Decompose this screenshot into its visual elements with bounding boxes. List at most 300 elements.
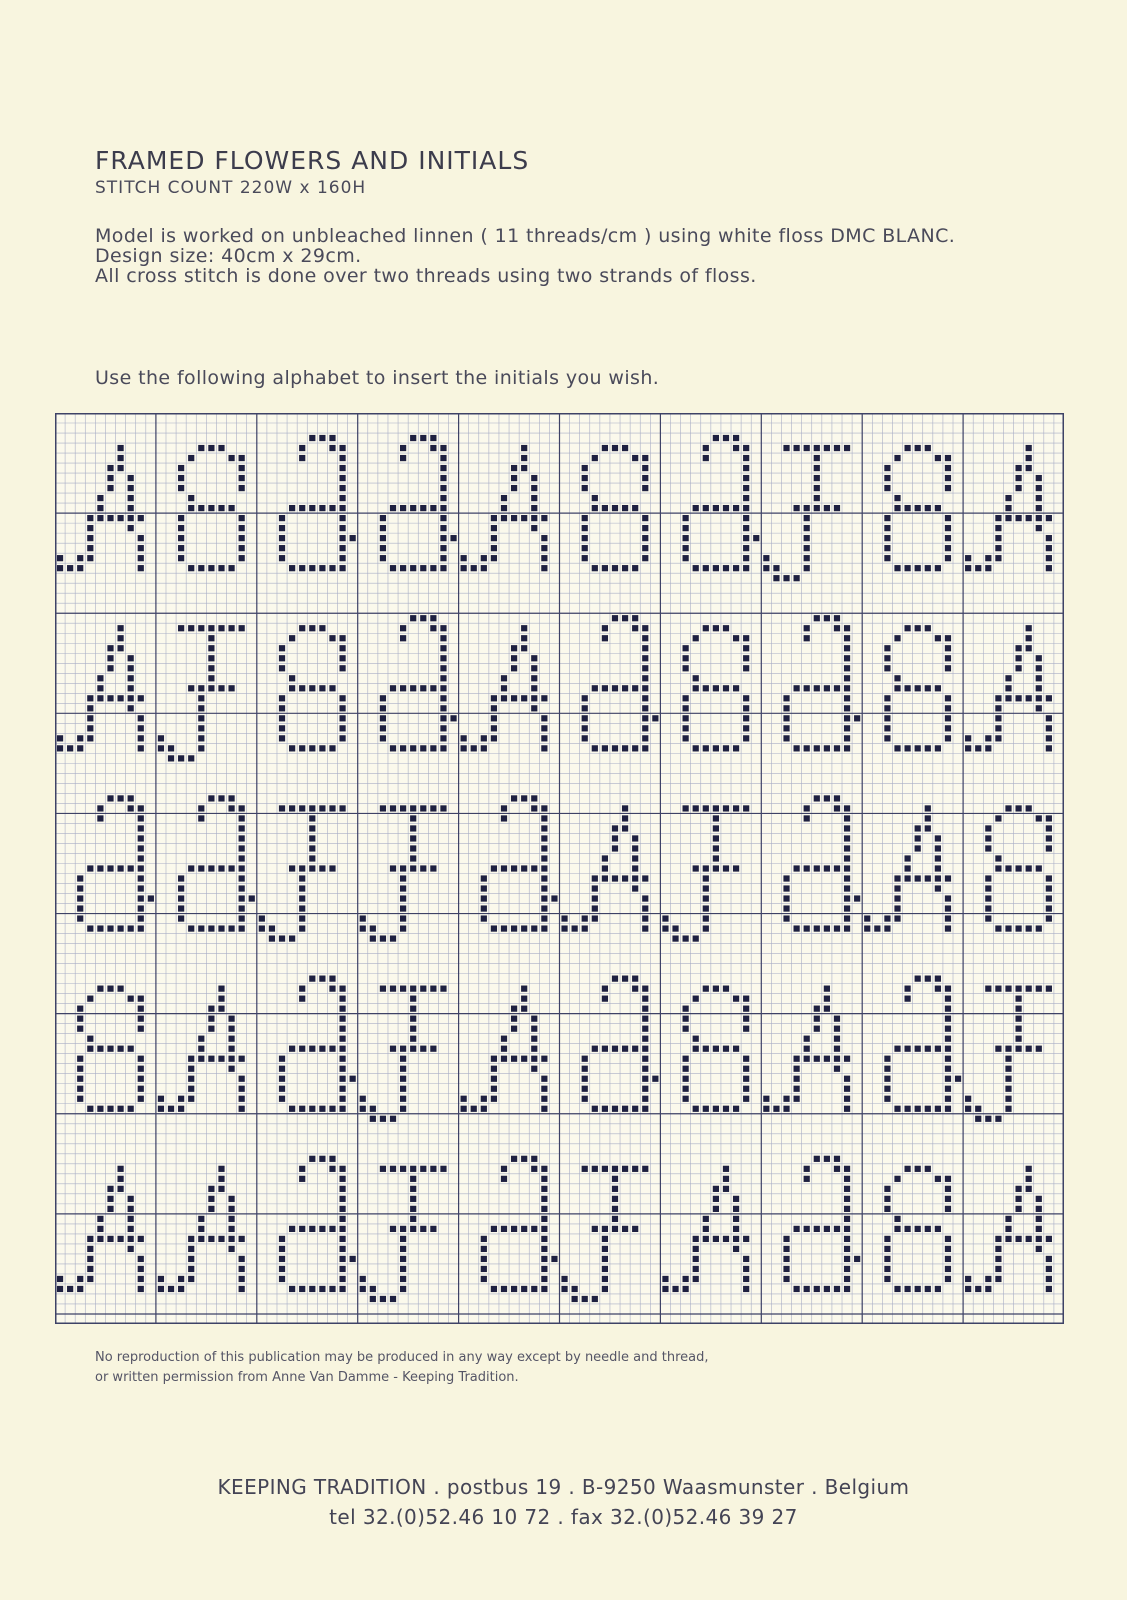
stitch-mark bbox=[743, 715, 749, 721]
stitch-mark bbox=[783, 575, 789, 581]
stitch-mark bbox=[511, 1026, 517, 1032]
stitch-mark bbox=[77, 565, 83, 571]
stitch-mark bbox=[208, 645, 214, 651]
stitch-mark bbox=[329, 685, 335, 691]
stitch-mark bbox=[945, 1056, 951, 1062]
stitch-mark bbox=[299, 445, 305, 451]
stitch-mark bbox=[380, 525, 386, 531]
stitch-mark bbox=[834, 1046, 840, 1052]
stitch-mark bbox=[481, 1266, 487, 1272]
stitch-mark bbox=[228, 805, 234, 811]
stitch-mark bbox=[884, 485, 890, 491]
stitch-mark bbox=[642, 1026, 648, 1032]
stitch-mark bbox=[87, 865, 93, 871]
stitch-mark bbox=[683, 695, 689, 701]
stitch-mark bbox=[1015, 805, 1021, 811]
stitch-mark bbox=[97, 1226, 103, 1232]
stitch-mark bbox=[339, 655, 345, 661]
stitch-mark bbox=[87, 1036, 93, 1042]
stitch-mark bbox=[380, 715, 386, 721]
stitch-mark bbox=[582, 525, 588, 531]
stitch-mark bbox=[642, 475, 648, 481]
stitch-mark bbox=[350, 535, 356, 541]
stitch-mark bbox=[582, 1096, 588, 1102]
stitch-mark bbox=[693, 1106, 699, 1112]
stitch-mark bbox=[894, 905, 900, 911]
stitch-mark bbox=[683, 515, 689, 521]
stitch-mark bbox=[370, 1106, 376, 1112]
stitch-mark bbox=[511, 655, 517, 661]
stitch-mark bbox=[178, 625, 184, 631]
stitch-mark bbox=[733, 505, 739, 511]
stitch-mark bbox=[208, 925, 214, 931]
stitch-mark bbox=[329, 865, 335, 871]
stitch-mark bbox=[743, 465, 749, 471]
stitch-mark bbox=[743, 735, 749, 741]
stitch-mark bbox=[541, 885, 547, 891]
stitch-mark bbox=[279, 545, 285, 551]
stitch-mark bbox=[541, 725, 547, 731]
stitch-mark bbox=[77, 915, 83, 921]
stitch-mark bbox=[642, 695, 648, 701]
stitch-mark bbox=[87, 925, 93, 931]
stitch-mark bbox=[582, 1056, 588, 1062]
stitch-mark bbox=[642, 1016, 648, 1022]
stitch-mark bbox=[1036, 665, 1042, 671]
stitch-mark bbox=[783, 1266, 789, 1272]
stitch-mark bbox=[783, 705, 789, 711]
stitch-mark bbox=[804, 865, 810, 871]
stitch-mark bbox=[77, 905, 83, 911]
stitch-mark bbox=[541, 1256, 547, 1262]
stitch-mark bbox=[138, 1266, 144, 1272]
stitch-mark bbox=[228, 795, 234, 801]
stitch-mark bbox=[1015, 1196, 1021, 1202]
stitch-mark bbox=[582, 1086, 588, 1092]
stitch-mark bbox=[894, 1286, 900, 1292]
stitch-mark bbox=[339, 1176, 345, 1182]
stitch-mark bbox=[380, 1296, 386, 1302]
stitch-mark bbox=[279, 715, 285, 721]
stitch-mark bbox=[834, 865, 840, 871]
stitch-mark bbox=[299, 1286, 305, 1292]
stitch-mark bbox=[188, 1266, 194, 1272]
stitch-mark bbox=[531, 1226, 537, 1232]
stitch-mark bbox=[1026, 455, 1032, 461]
stitch-mark bbox=[77, 885, 83, 891]
stitch-mark bbox=[440, 665, 446, 671]
stitch-mark bbox=[450, 535, 456, 541]
stitch-mark bbox=[834, 1286, 840, 1292]
stitch-mark bbox=[582, 485, 588, 491]
stitch-mark bbox=[279, 735, 285, 741]
stitch-mark bbox=[632, 845, 638, 851]
stitch-mark bbox=[339, 665, 345, 671]
stitch-mark bbox=[783, 1096, 789, 1102]
stitch-mark bbox=[703, 445, 709, 451]
stitch-mark bbox=[289, 1046, 295, 1052]
stitch-mark bbox=[945, 1176, 951, 1182]
stitch-mark bbox=[501, 695, 507, 701]
stitch-mark bbox=[703, 875, 709, 881]
stitch-mark bbox=[77, 735, 83, 741]
stitch-mark bbox=[642, 715, 648, 721]
stitch-mark bbox=[309, 976, 315, 982]
stitch-mark bbox=[299, 745, 305, 751]
stitch-mark bbox=[339, 715, 345, 721]
stitch-mark bbox=[1015, 465, 1021, 471]
stitch-mark bbox=[743, 1026, 749, 1032]
stitch-mark bbox=[844, 1166, 850, 1172]
stitch-mark bbox=[138, 885, 144, 891]
stitch-mark bbox=[834, 625, 840, 631]
stitch-mark bbox=[945, 555, 951, 561]
stitch-mark bbox=[945, 655, 951, 661]
stitch-mark bbox=[319, 565, 325, 571]
stitch-mark bbox=[582, 475, 588, 481]
stitch-mark bbox=[339, 1066, 345, 1072]
stitch-mark bbox=[329, 445, 335, 451]
stitch-mark bbox=[945, 535, 951, 541]
stitch-mark bbox=[773, 565, 779, 571]
stitch-mark bbox=[844, 665, 850, 671]
stitch-mark bbox=[440, 465, 446, 471]
stitch-mark bbox=[814, 475, 820, 481]
stitch-mark bbox=[128, 485, 134, 491]
stitch-mark bbox=[329, 745, 335, 751]
stitch-mark bbox=[117, 1166, 123, 1172]
stitch-mark bbox=[289, 505, 295, 511]
stitch-mark bbox=[642, 525, 648, 531]
stitch-mark bbox=[834, 445, 840, 451]
stitch-mark bbox=[1005, 495, 1011, 501]
stitch-mark bbox=[743, 655, 749, 661]
stitch-mark bbox=[420, 745, 426, 751]
stitch-mark bbox=[430, 1046, 436, 1052]
stitch-mark bbox=[501, 805, 507, 811]
stitch-mark bbox=[239, 465, 245, 471]
stitch-mark bbox=[1046, 515, 1052, 521]
stitch-mark bbox=[390, 1166, 396, 1172]
stitch-mark bbox=[612, 565, 618, 571]
stitch-mark bbox=[420, 565, 426, 571]
stitch-mark bbox=[501, 1036, 507, 1042]
stitch-mark bbox=[642, 465, 648, 471]
stitch-mark bbox=[995, 545, 1001, 551]
stitch-mark bbox=[703, 1046, 709, 1052]
stitch-mark bbox=[430, 565, 436, 571]
stitch-mark bbox=[239, 865, 245, 871]
stitch-mark bbox=[138, 725, 144, 731]
stitch-mark bbox=[733, 1226, 739, 1232]
stitch-mark bbox=[390, 565, 396, 571]
stitch-mark bbox=[430, 685, 436, 691]
stitch-mark bbox=[138, 1086, 144, 1092]
stitch-mark bbox=[995, 925, 1001, 931]
stitch-mark bbox=[723, 1186, 729, 1192]
stitch-mark bbox=[541, 1096, 547, 1102]
stitch-mark bbox=[884, 1266, 890, 1272]
stitch-mark bbox=[683, 1086, 689, 1092]
stitch-mark bbox=[339, 1276, 345, 1282]
stitch-mark bbox=[198, 815, 204, 821]
stitch-mark bbox=[814, 455, 820, 461]
stitch-mark bbox=[683, 1006, 689, 1012]
stitch-mark bbox=[87, 525, 93, 531]
stitch-mark bbox=[138, 1276, 144, 1282]
stitch-mark bbox=[339, 525, 345, 531]
stitch-mark bbox=[1046, 695, 1052, 701]
stitch-mark bbox=[138, 996, 144, 1002]
stitch-mark bbox=[844, 1086, 850, 1092]
stitch-mark bbox=[945, 635, 951, 641]
stitch-mark bbox=[602, 445, 608, 451]
stitch-mark bbox=[430, 505, 436, 511]
stitch-mark bbox=[945, 875, 951, 881]
stitch-mark bbox=[541, 925, 547, 931]
stitch-mark bbox=[844, 1096, 850, 1102]
stitch-mark bbox=[228, 1026, 234, 1032]
stitch-mark bbox=[178, 525, 184, 531]
stitch-mark bbox=[531, 1286, 537, 1292]
stitch-mark bbox=[884, 1096, 890, 1102]
stitch-mark bbox=[158, 1276, 164, 1282]
stitch-mark bbox=[198, 565, 204, 571]
stitch-mark bbox=[844, 715, 850, 721]
stitch-mark bbox=[218, 795, 224, 801]
stitch-mark bbox=[440, 725, 446, 731]
stitch-mark bbox=[178, 1096, 184, 1102]
stitch-mark bbox=[138, 1076, 144, 1082]
stitch-mark bbox=[178, 885, 184, 891]
stitch-mark bbox=[572, 925, 578, 931]
stitch-mark bbox=[289, 1106, 295, 1112]
stitch-mark bbox=[693, 1276, 699, 1282]
stitch-mark bbox=[1015, 996, 1021, 1002]
stitch-mark bbox=[228, 625, 234, 631]
stitch-mark bbox=[763, 565, 769, 571]
stitch-mark bbox=[925, 1046, 931, 1052]
stitch-mark bbox=[743, 1256, 749, 1262]
stitch-mark bbox=[602, 1106, 608, 1112]
stitch-mark bbox=[400, 445, 406, 451]
stitch-mark bbox=[1015, 1206, 1021, 1212]
stitch-mark bbox=[824, 1286, 830, 1292]
stitch-mark bbox=[178, 905, 184, 911]
stitch-mark bbox=[481, 555, 487, 561]
stitch-mark bbox=[208, 1006, 214, 1012]
stitch-mark bbox=[339, 1026, 345, 1032]
stitch-mark bbox=[915, 1046, 921, 1052]
stitch-mark bbox=[632, 505, 638, 511]
stitch-mark bbox=[894, 505, 900, 511]
stitch-mark bbox=[521, 465, 527, 471]
stitch-mark bbox=[783, 715, 789, 721]
stitch-mark bbox=[794, 1076, 800, 1082]
stitch-mark bbox=[1046, 735, 1052, 741]
stitch-mark bbox=[87, 735, 93, 741]
stitch-mark bbox=[410, 685, 416, 691]
stitch-mark bbox=[117, 445, 123, 451]
stitch-mark bbox=[117, 1176, 123, 1182]
stitch-mark bbox=[834, 1066, 840, 1072]
stitch-mark bbox=[783, 735, 789, 741]
stitch-mark bbox=[309, 825, 315, 831]
stitch-mark bbox=[501, 505, 507, 511]
stitch-mark bbox=[824, 1056, 830, 1062]
stitch-mark bbox=[440, 455, 446, 461]
stitch-mark bbox=[894, 495, 900, 501]
stitch-mark bbox=[188, 1096, 194, 1102]
stitch-mark bbox=[844, 1056, 850, 1062]
stitch-mark bbox=[319, 505, 325, 511]
stitch-mark bbox=[329, 1166, 335, 1172]
stitch-mark bbox=[128, 1226, 134, 1232]
stitch-mark bbox=[57, 555, 63, 561]
stitch-mark bbox=[471, 1106, 477, 1112]
stitch-mark bbox=[511, 465, 517, 471]
stitch-mark bbox=[228, 1246, 234, 1252]
stitch-mark bbox=[440, 805, 446, 811]
stitch-mark bbox=[935, 855, 941, 861]
stitch-mark bbox=[380, 695, 386, 701]
stitch-mark bbox=[935, 685, 941, 691]
description bbox=[95, 226, 955, 286]
stitch-mark bbox=[894, 915, 900, 921]
stitch-mark bbox=[602, 1046, 608, 1052]
stitch-mark bbox=[985, 895, 991, 901]
stitch-mark bbox=[138, 745, 144, 751]
stitch-mark bbox=[622, 1106, 628, 1112]
stitch-mark bbox=[420, 1166, 426, 1172]
stitch-mark bbox=[804, 925, 810, 931]
stitch-mark bbox=[743, 695, 749, 701]
stitch-mark bbox=[915, 976, 921, 982]
stitch-mark bbox=[218, 625, 224, 631]
stitch-mark bbox=[521, 1056, 527, 1062]
stitch-mark bbox=[935, 1176, 941, 1182]
stitch-mark bbox=[894, 455, 900, 461]
stitch-mark bbox=[128, 925, 134, 931]
stitch-mark bbox=[693, 996, 699, 1002]
stitch-mark bbox=[683, 545, 689, 551]
stitch-mark bbox=[410, 1226, 416, 1232]
stitch-mark bbox=[1046, 1286, 1052, 1292]
stitch-mark bbox=[945, 1046, 951, 1052]
stitch-mark bbox=[794, 505, 800, 511]
stitch-mark bbox=[905, 1226, 911, 1232]
stitch-mark bbox=[329, 805, 335, 811]
stitch-mark bbox=[309, 625, 315, 631]
stitch-mark bbox=[602, 855, 608, 861]
stitch-mark bbox=[763, 555, 769, 561]
stitch-mark bbox=[632, 685, 638, 691]
stitch-mark bbox=[582, 1076, 588, 1082]
stitch-mark bbox=[844, 1106, 850, 1112]
stitch-mark bbox=[632, 1106, 638, 1112]
stitch-mark bbox=[743, 1056, 749, 1062]
stitch-mark bbox=[632, 835, 638, 841]
stitch-mark bbox=[420, 685, 426, 691]
stitch-mark bbox=[985, 555, 991, 561]
stitch-mark bbox=[703, 625, 709, 631]
stitch-mark bbox=[995, 705, 1001, 711]
stitch-mark bbox=[1026, 805, 1032, 811]
stitch-mark bbox=[844, 1186, 850, 1192]
stitch-mark bbox=[501, 495, 507, 501]
stitch-mark bbox=[521, 996, 527, 1002]
stitch-mark bbox=[642, 1006, 648, 1012]
stitch-mark bbox=[128, 996, 134, 1002]
stitch-mark bbox=[370, 1286, 376, 1292]
stitch-mark bbox=[1046, 845, 1052, 851]
stitch-mark bbox=[935, 745, 941, 751]
stitch-mark bbox=[763, 1096, 769, 1102]
stitch-mark bbox=[339, 645, 345, 651]
stitch-mark bbox=[279, 535, 285, 541]
stitch-mark bbox=[329, 505, 335, 511]
stitch-mark bbox=[501, 515, 507, 521]
copyright-line-2: or written permission from Anne Van Damme - Keeping Tradition. bbox=[95, 1370, 519, 1385]
stitch-mark bbox=[228, 685, 234, 691]
stitch-mark bbox=[430, 445, 436, 451]
stitch-mark bbox=[844, 875, 850, 881]
stitch-mark bbox=[824, 505, 830, 511]
stitch-mark bbox=[683, 935, 689, 941]
stitch-mark bbox=[945, 1196, 951, 1202]
stitch-mark bbox=[1036, 695, 1042, 701]
stitch-mark bbox=[844, 1206, 850, 1212]
stitch-mark bbox=[299, 996, 305, 1002]
stitch-mark bbox=[511, 645, 517, 651]
stitch-mark bbox=[1015, 986, 1021, 992]
stitch-mark bbox=[97, 685, 103, 691]
stitch-mark bbox=[420, 1046, 426, 1052]
stitch-mark bbox=[339, 445, 345, 451]
stitch-mark bbox=[743, 505, 749, 511]
stitch-mark bbox=[440, 705, 446, 711]
stitch-mark bbox=[945, 1096, 951, 1102]
stitch-mark bbox=[218, 925, 224, 931]
stitch-mark bbox=[410, 865, 416, 871]
stitch-mark bbox=[178, 895, 184, 901]
stitch-mark bbox=[592, 895, 598, 901]
stitch-mark bbox=[239, 485, 245, 491]
stitch-mark bbox=[642, 515, 648, 521]
stitch-mark bbox=[884, 735, 890, 741]
stitch-mark bbox=[551, 1256, 557, 1262]
stitch-mark bbox=[834, 925, 840, 931]
stitch-mark bbox=[400, 1106, 406, 1112]
stitch-mark bbox=[128, 1206, 134, 1212]
stitch-mark bbox=[925, 976, 931, 982]
stitch-mark bbox=[804, 565, 810, 571]
stitch-mark bbox=[239, 815, 245, 821]
stitch-mark bbox=[844, 1286, 850, 1292]
stitch-mark bbox=[985, 735, 991, 741]
stitch-mark bbox=[87, 1236, 93, 1242]
stitch-mark bbox=[1005, 1096, 1011, 1102]
stitch-mark bbox=[884, 1246, 890, 1252]
stitch-mark bbox=[138, 715, 144, 721]
stitch-mark bbox=[360, 925, 366, 931]
stitch-mark bbox=[844, 825, 850, 831]
stitch-mark bbox=[400, 875, 406, 881]
stitch-mark bbox=[228, 565, 234, 571]
stitch-mark bbox=[743, 535, 749, 541]
stitch-mark bbox=[844, 645, 850, 651]
stitch-mark bbox=[339, 1256, 345, 1262]
